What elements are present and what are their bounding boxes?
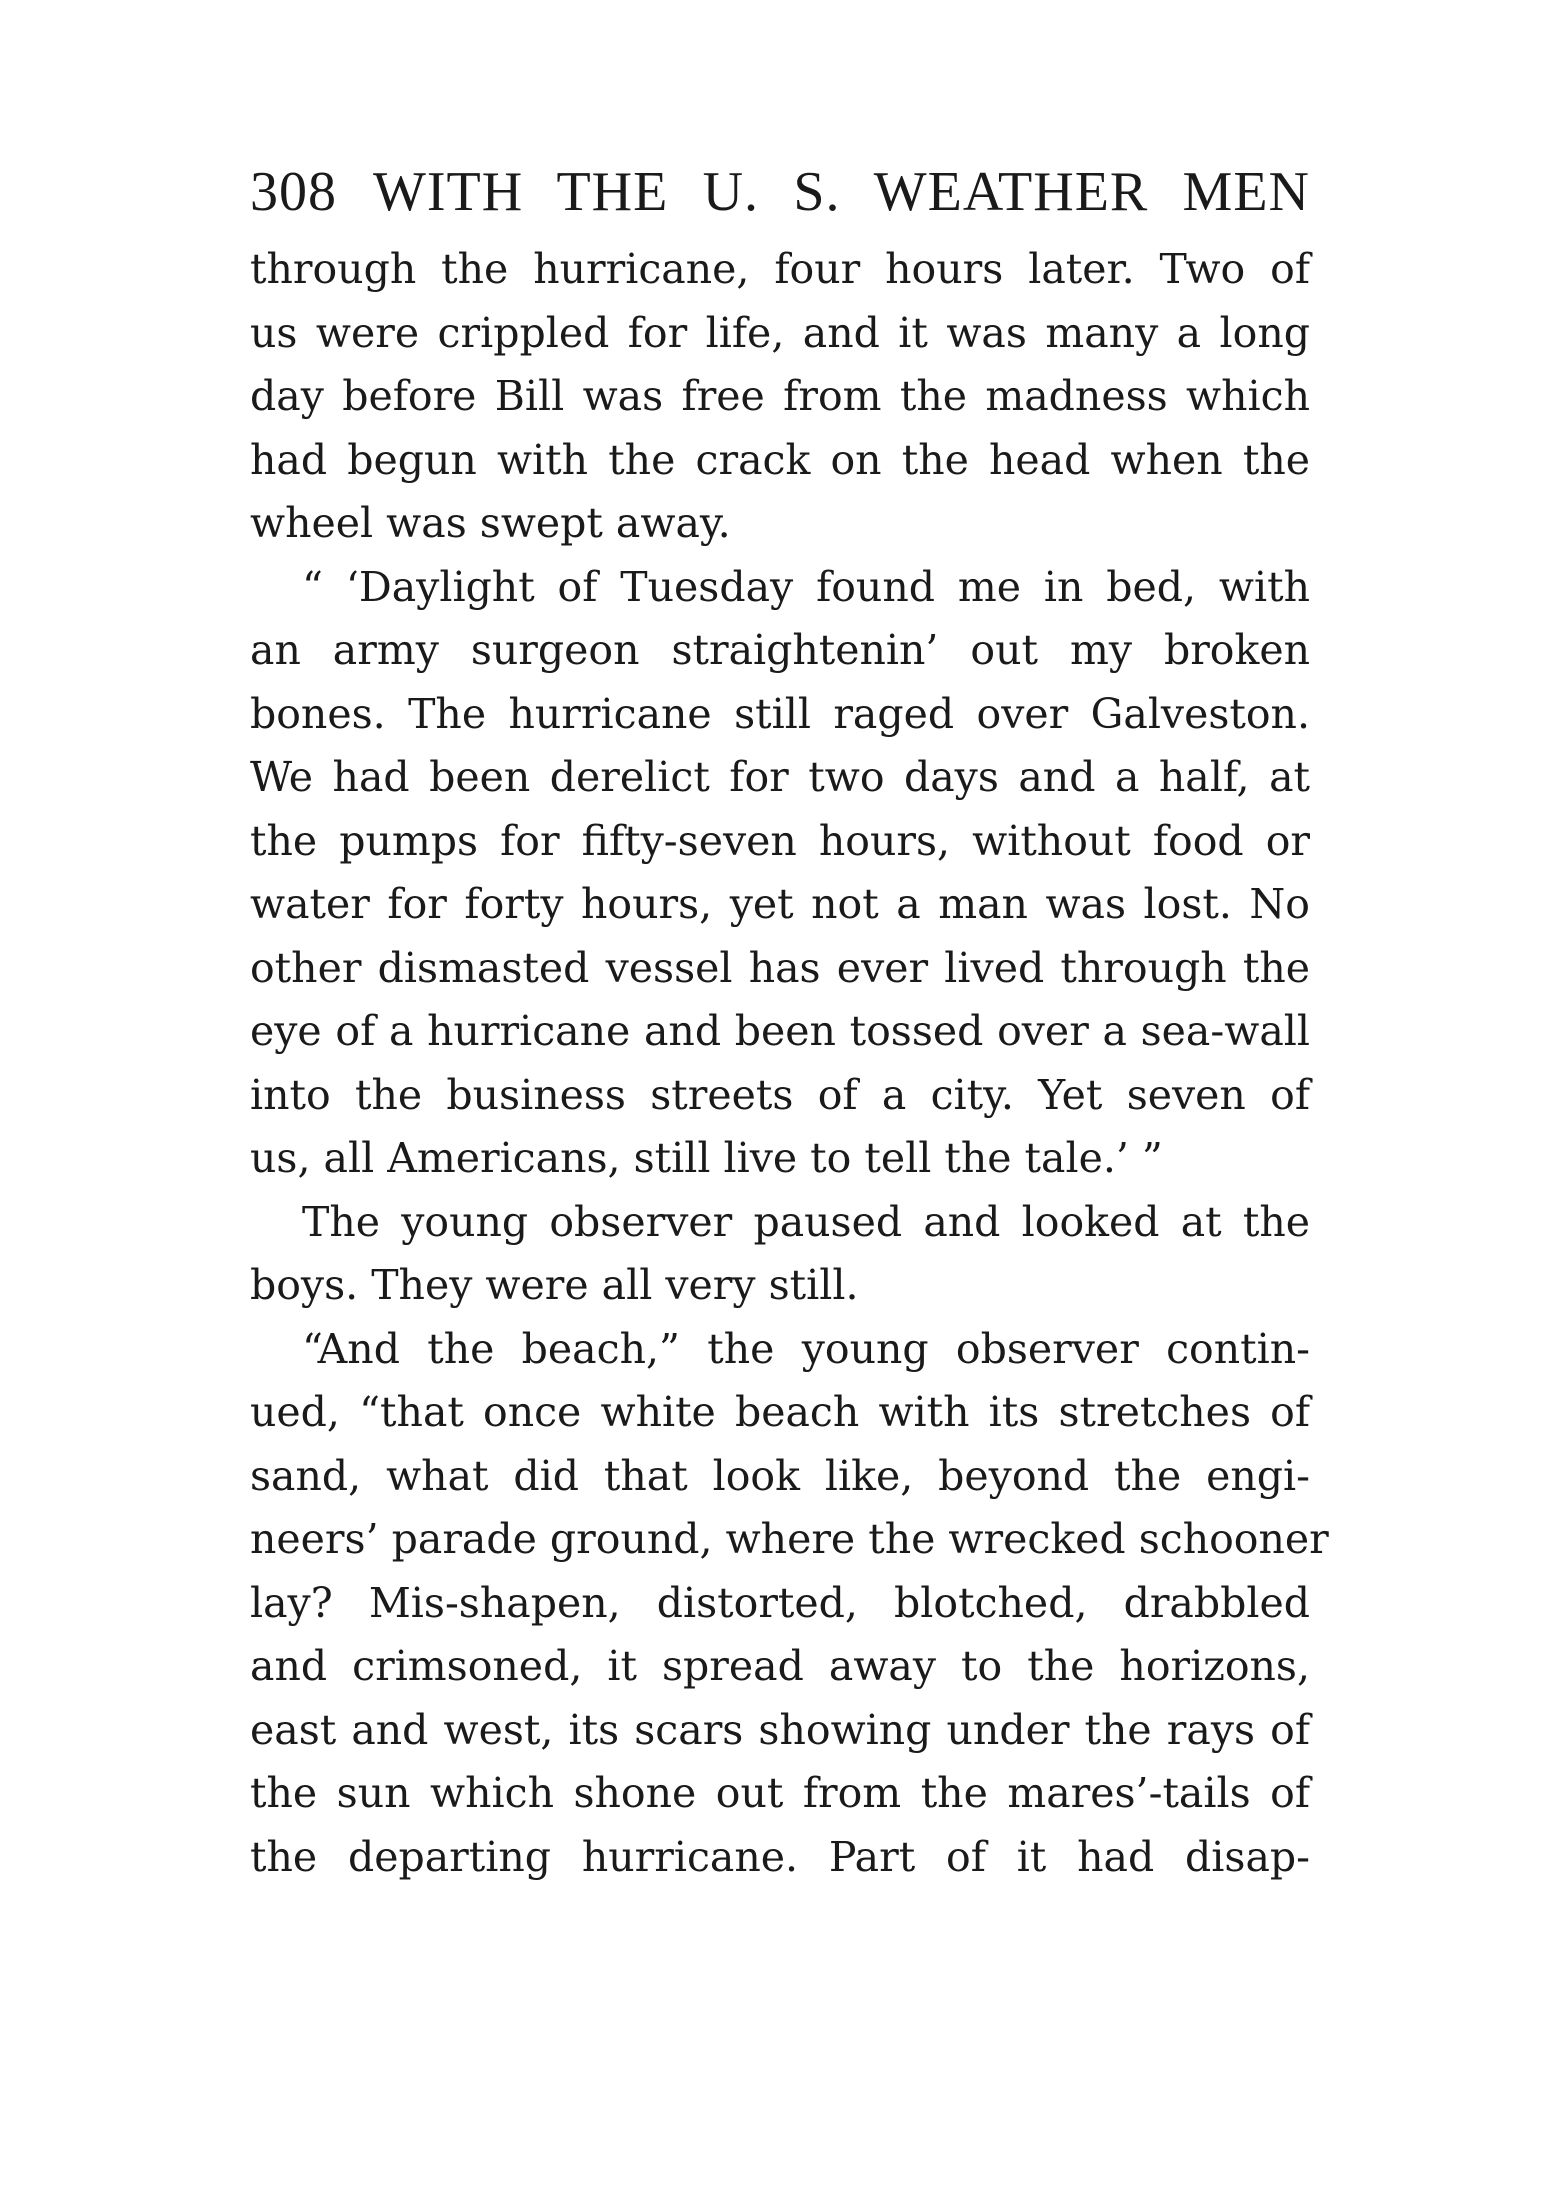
text-line: through the hurricane, four hours later. Two of	[250, 245, 1310, 293]
text-line: and crimsoned, it spread away to the horizons,	[250, 1642, 1310, 1690]
text-line: an army surgeon straightenin’ out my broken	[250, 626, 1310, 674]
text-line: “And the beach,” the young observer contin-	[302, 1324, 1310, 1373]
text-line: ued, “that once white beach with its stretches of	[250, 1388, 1310, 1436]
text-line: us, all Americans, still live to tell the tale.’ ”	[250, 1134, 1163, 1182]
text-line: the sun which shone out from the mares’-tails of	[250, 1769, 1310, 1817]
text-line: wheel was swept away.	[250, 499, 731, 547]
text-line: into the business streets of a city. Yet seven of	[250, 1070, 1310, 1119]
running-head	[250, 160, 1310, 238]
book-title: WITH THE U. S. WEATHER MEN	[373, 161, 1310, 223]
text-line: “ ‘Daylight of Tuesday found me in bed, with	[302, 562, 1310, 611]
text-line: east and west, its scars showing under the rays of	[250, 1705, 1310, 1754]
text-line: water for forty hours, yet not a man was lost. No	[250, 880, 1310, 928]
text-line: neers’ parade ground, where the wrecked schooner	[250, 1515, 1329, 1563]
book-page	[250, 160, 1329, 1889]
text-line: had begun with the crack on the head when the	[250, 435, 1310, 484]
text-line: other dismasted vessel has ever lived through the	[250, 943, 1310, 992]
text-line: boys. They were all very still.	[250, 1261, 859, 1309]
text-line: the pumps for fifty-seven hours, without food or	[250, 816, 1310, 865]
page-number: 308	[250, 161, 337, 223]
text-line: us were crippled for life, and it was many a long	[250, 308, 1310, 357]
text-line: lay? Mis-shapen, distorted, blotched, drabbled	[250, 1578, 1310, 1627]
text-line: day before Bill was free from the madness which	[250, 372, 1310, 420]
body-text	[250, 238, 1329, 1889]
text-line: We had been derelict for two days and a half, at	[250, 753, 1310, 801]
text-line: sand, what did that look like, beyond the engi-	[250, 1451, 1310, 1500]
text-line: bones. The hurricane still raged over Galveston.	[250, 689, 1310, 738]
text-line: The young observer paused and looked at the	[302, 1197, 1310, 1246]
text-line: eye of a hurricane and been tossed over a sea-wall	[250, 1007, 1310, 1055]
text-line: the departing hurricane. Part of it had disap-	[250, 1832, 1310, 1881]
